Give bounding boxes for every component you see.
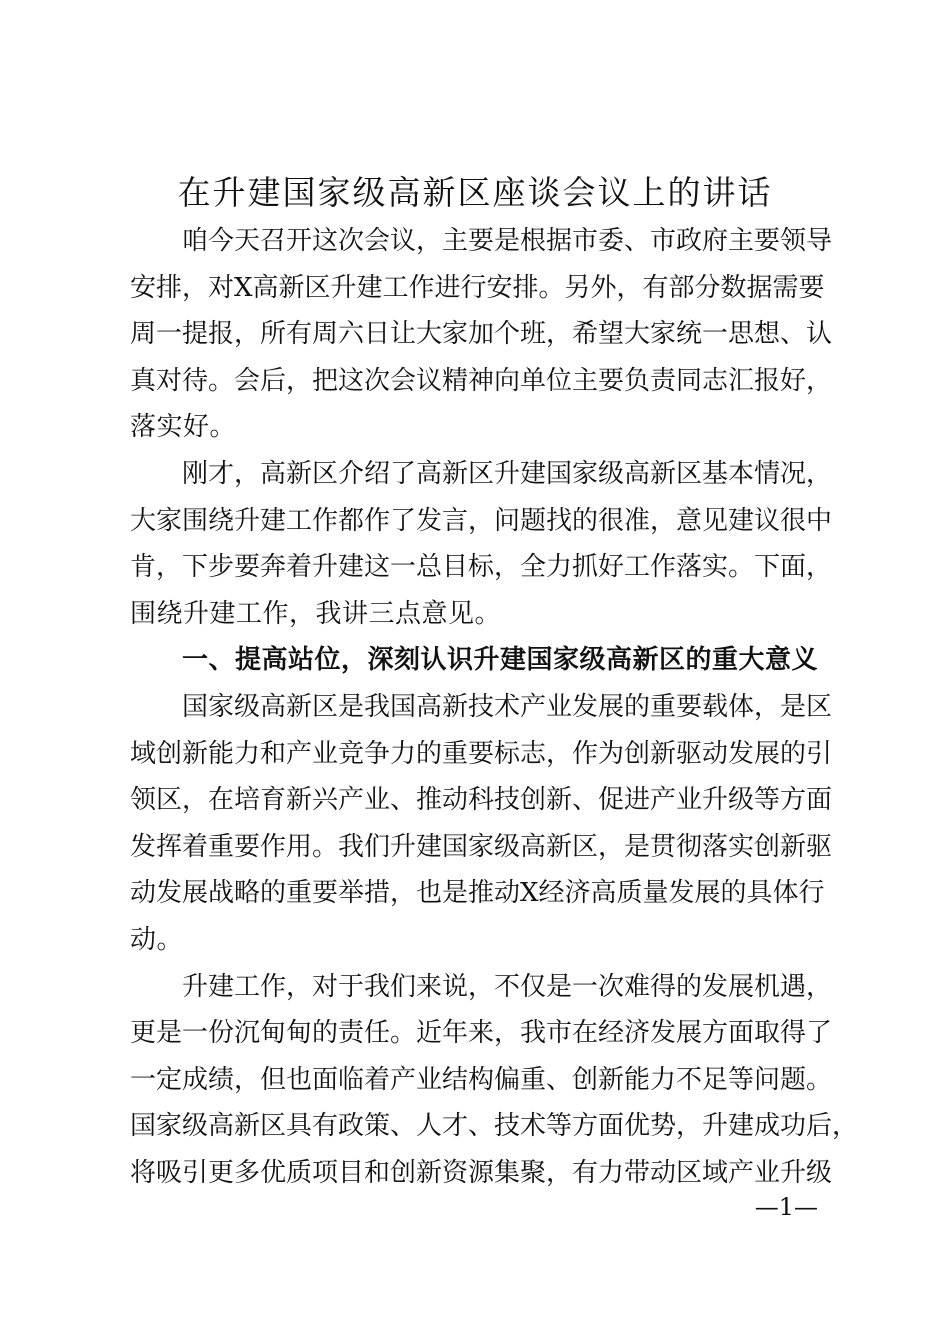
heading-text: 一、提高站位，深刻认识升建国家级高新区的重大意义 [182, 645, 819, 676]
text-line: 咱今天召开这次会议，主要是根据市委、市政府主要领导 [182, 226, 833, 256]
text-line: 动。 [130, 924, 184, 955]
paragraph [130, 964, 859, 1197]
text-line: 一定成绩，但也面临着产业结构偏重、创新能力不足等问题。 [130, 1064, 833, 1095]
paragraph [130, 218, 833, 451]
text-line: 领区，在培育新兴产业、推动科技创新、促进产业升级等方面 [130, 785, 833, 816]
text-line: 国家级高新区具有政策、人才、技术等方面优势，升建成功后， [130, 1111, 859, 1142]
document-body [130, 218, 859, 1196]
text-line: 国家级高新区是我国高新技术产业发展的重要载体，是区 [182, 691, 833, 722]
text-line: 肯，下步要奔着升建这一总目标，全力抓好工作落实。下面， [130, 552, 833, 583]
paragraph [130, 684, 833, 964]
page-number: —1— [754, 1193, 818, 1221]
text-line: 升建工作，对于我们来说，不仅是一次难得的发展机遇， [182, 971, 833, 1002]
text-line: 周一提报，所有周六日让大家加个班，希望大家统一思想、认 [130, 319, 833, 350]
text-line: 落实好。 [130, 412, 237, 443]
paragraph [130, 451, 833, 637]
text-line: 更是一份沉甸甸的责任。近年来，我市在经济发展方面取得了 [130, 1018, 833, 1049]
section-heading [130, 637, 820, 684]
text-line: 将吸引更多优质项目和创新资源集聚，有力带动区域产业升级 [130, 1157, 833, 1188]
text-line: 围绕升建工作，我讲三点意见。 [130, 598, 502, 629]
text-line: 安排，对X高新区升建工作进行安排。另外，有部分数据需要 [130, 272, 825, 303]
text-line: 真对待。会后，把这次会议精神向单位主要负责同志汇报好， [130, 365, 833, 396]
text-line: 发挥着重要作用。我们升建国家级高新区，是贯彻落实创新驱 [130, 831, 833, 862]
document-title: 在升建国家级高新区座谈会议上的讲话 [177, 173, 773, 212]
text-line: 刚才，高新区介绍了高新区升建国家级高新区基本情况， [182, 458, 833, 489]
text-line: 动发展战略的重要举措，也是推动X经济高质量发展的具体行 [130, 878, 825, 909]
text-line: 域创新能力和产业竞争力的重要标志，作为创新驱动发展的引 [130, 738, 833, 769]
text-line: 大家围绕升建工作都作了发言，问题找的很准，意见建议很中 [130, 505, 833, 536]
